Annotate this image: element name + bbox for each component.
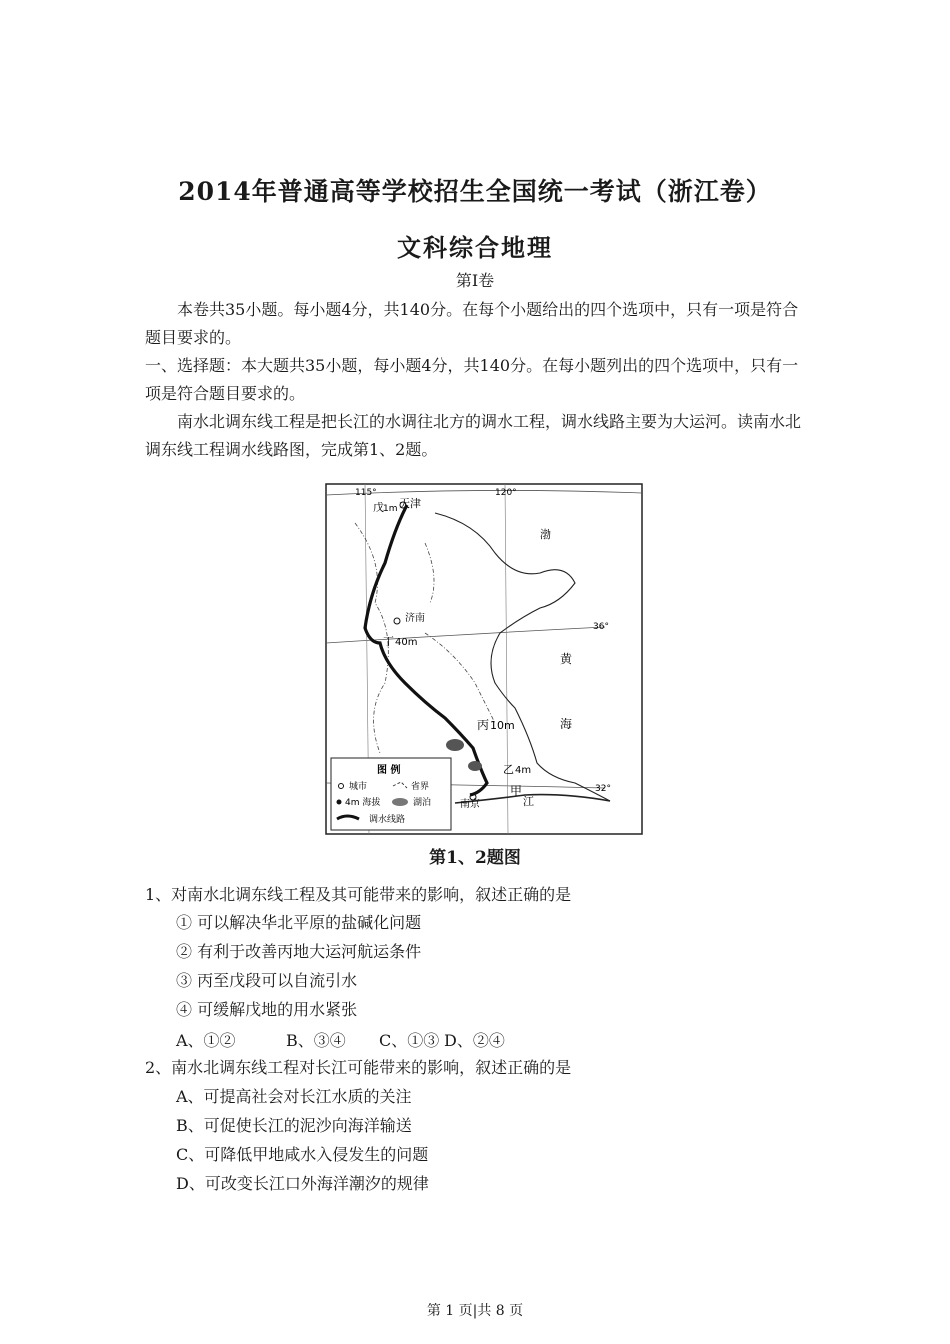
legend-title: 图 例 [377, 765, 401, 776]
question-2-stem: 2、南水北调东线工程对长江可能带来的影响，叙述正确的是 [145, 1058, 572, 1077]
legend-lake-symbol [392, 798, 408, 806]
bing-label: 丙 [477, 718, 490, 732]
legend-border: 省界 [411, 782, 430, 792]
subject-title: 文科综合地理 [397, 233, 553, 262]
choice-c[interactable]: C、①③ [379, 1031, 440, 1050]
volume-label: 第Ⅰ卷 [455, 271, 495, 290]
question-2-option-b[interactable]: B、可促使长江的泥沙向海洋输送 [176, 1116, 412, 1135]
question-1-item-2: ② 有利于改善丙地大运河航运条件 [176, 942, 422, 961]
route-map-svg [325, 483, 643, 835]
intro-paragraph-2: 一、选择题：本大题共35小题，每小题4分，共140分。在每小题列出的四个选项中，只有一项是符合题目要求的。 [145, 356, 799, 403]
exam-title: 2014年普通高等学校招生全国统一考试（浙江卷） [178, 177, 772, 206]
route-map [325, 483, 643, 835]
question-1-stem: 1、对南水北调东线工程及其可能带来的影响，叙述正确的是 [145, 885, 572, 904]
question-1-item-3: ③ 丙至戊段可以自流引水 [176, 971, 358, 990]
legend-elev: 4m 海拔 [345, 798, 381, 808]
bing-elev-label: 10m [490, 719, 515, 732]
hai-label: 海 [560, 717, 573, 731]
lat-36-label: 36° [593, 622, 609, 632]
legend-route: 调水线路 [369, 815, 406, 825]
lon-115-label: 115° [355, 488, 377, 498]
choice-d[interactable]: D、②④ [444, 1031, 505, 1050]
bo-label: 渤 [540, 528, 551, 541]
nanjing-label: 南京 [460, 799, 480, 810]
lon-120-label: 120° [495, 488, 517, 498]
wu-label: 戊 [373, 501, 384, 514]
ding-elev-label: 40m [395, 637, 418, 648]
choice-b[interactable]: B、③④ [286, 1031, 346, 1050]
choice-a[interactable]: A、①② [176, 1031, 236, 1050]
page-footer: 第 1 页|共 8 页 [426, 1303, 524, 1319]
huang-label: 黄 [560, 652, 573, 666]
legend-lake: 湖泊 [413, 798, 432, 808]
ding-label: 丁 [383, 635, 394, 648]
question-1-item-4: ④ 可缓解戊地的用水紧张 [176, 1000, 358, 1019]
lake-2 [468, 761, 482, 771]
question-1-choices [176, 1028, 505, 1051]
jia-label: 甲 [510, 784, 523, 798]
question-1-item-1: ① 可以解决华北平原的盐碱化问题 [176, 913, 422, 932]
tianjin-label: 天津 [399, 497, 421, 510]
yi-label: 乙 [503, 763, 514, 776]
legend-elev-symbol [337, 800, 342, 805]
question-2-option-d[interactable]: D、可改变长江口外海洋潮汐的规律 [176, 1174, 429, 1193]
question-2-option-c[interactable]: C、可降低甲地咸水入侵发生的问题 [176, 1145, 429, 1164]
intro-paragraph-1: 本卷共35小题。每小题4分，共140分。在每个小题给出的四个选项中，只有一项是符合题目要求的。 [145, 300, 799, 347]
lat-32-label: 32° [595, 784, 611, 794]
jinan-label: 济南 [405, 613, 425, 624]
map-caption: 第1、2题图 [429, 848, 521, 868]
yi-elev-label: 4m [515, 765, 532, 776]
question-2-option-a[interactable]: A、可提高社会对长江水质的关注 [176, 1087, 412, 1106]
legend-city: 城市 [349, 782, 368, 792]
jiang-label: 江 [523, 795, 534, 808]
lake-1 [446, 739, 464, 751]
intro-paragraph-3: 南水北调东线工程是把长江的水调往北方的调水工程，调水线路主要为大运河。读南水北调东线工程调水线路图，完成第1、2题。 [145, 412, 802, 459]
wu-elev-label: 1m [383, 504, 398, 514]
